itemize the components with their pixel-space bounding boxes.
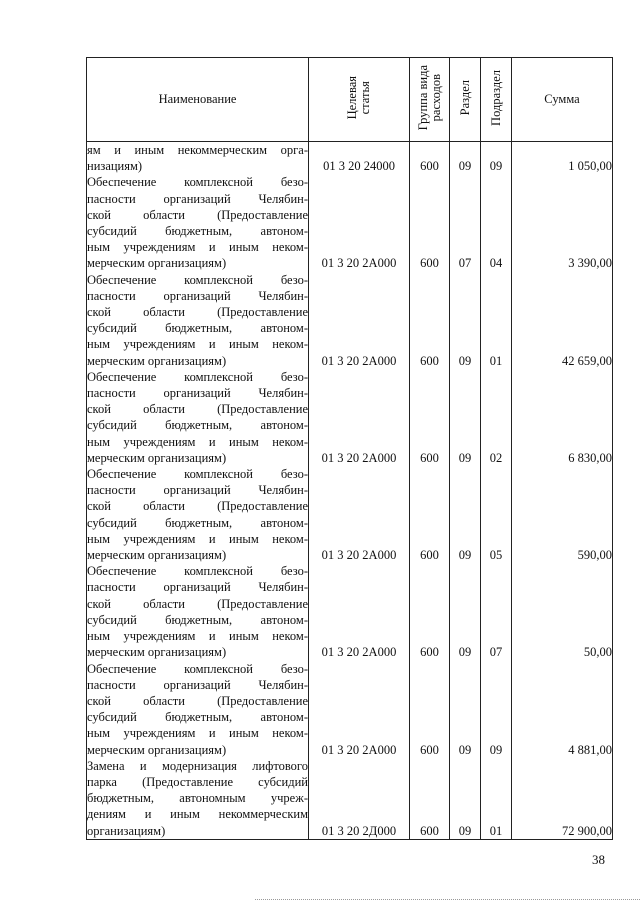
row-expense-group: 600 (410, 563, 450, 660)
row-expense-group: 600 (410, 174, 450, 271)
row-name-line: субсидий бюджетным, автоном- (87, 515, 308, 530)
row-target-article: 01 3 20 2А000 (309, 272, 410, 369)
row-expense-group: 600 (410, 272, 450, 369)
row-name-line: субсидий бюджетным, автоном- (87, 612, 308, 627)
table-row (87, 369, 613, 466)
row-name-line: пасности организаций Челябин- (87, 580, 308, 595)
row-name-line: Обеспечение комплексной безо- (87, 564, 308, 579)
row-name-line: мерческим организациям) (87, 548, 227, 563)
row-name-line: мерческим организациям) (87, 645, 227, 660)
row-subsection: 02 (481, 369, 512, 466)
row-amount: 4 881,00 (512, 661, 613, 758)
row-name-line: ской области (Предоставление (87, 499, 308, 514)
table-row (87, 142, 613, 175)
row-name-line: мерческим организациям) (87, 450, 227, 465)
row-name-line: субсидий бюджетным, автоном- (87, 710, 308, 725)
row-name (87, 563, 309, 660)
row-section: 09 (450, 758, 481, 840)
row-expense-group: 600 (410, 758, 450, 840)
row-name-line: ской области (Предоставление (87, 305, 308, 320)
row-section: 09 (450, 661, 481, 758)
row-name (87, 466, 309, 563)
row-name-line: пасности организаций Челябин- (87, 191, 308, 206)
row-name-line: ным учреждениям и иным неком- (87, 531, 308, 546)
row-subsection: 09 (481, 661, 512, 758)
row-name (87, 174, 309, 271)
row-name (87, 758, 309, 840)
table-row (87, 174, 613, 271)
header-expense-group: Группа вида расходов (410, 58, 450, 142)
row-name-line: дениям и иным некоммерческим (87, 807, 308, 822)
row-subsection: 04 (481, 174, 512, 271)
row-amount: 3 390,00 (512, 174, 613, 271)
row-name-line: пасности организаций Челябин- (87, 386, 308, 401)
table-row (87, 661, 613, 758)
table-row (87, 272, 613, 369)
row-section: 07 (450, 174, 481, 271)
table-row (87, 466, 613, 563)
row-amount: 72 900,00 (512, 758, 613, 840)
row-name-line: Обеспечение комплексной безо- (87, 661, 308, 676)
row-name-line: ской области (Предоставление (87, 402, 308, 417)
row-name-line: ям и иным некоммерческим орга- (87, 143, 308, 157)
row-target-article: 01 3 20 2А000 (309, 466, 410, 563)
row-name-line: бюджетным, автономным учреж- (87, 791, 308, 806)
row-name-line: ным учреждениям и иным неком- (87, 434, 308, 449)
page-number: 38 (592, 852, 605, 867)
row-amount: 50,00 (512, 563, 613, 660)
scan-edge-line (255, 899, 640, 901)
row-section: 09 (450, 369, 481, 466)
row-amount: 6 830,00 (512, 369, 613, 466)
row-name-line: ской области (Предоставление (87, 207, 308, 222)
row-name-line: субсидий бюджетным, автоном- (87, 418, 308, 433)
row-name-line: субсидий бюджетным, автоном- (87, 224, 308, 239)
row-target-article: 01 3 20 2А000 (309, 661, 410, 758)
row-name-line: мерческим организациям) (87, 353, 227, 368)
row-amount: 42 659,00 (512, 272, 613, 369)
row-name-line: субсидий бюджетным, автоном- (87, 321, 308, 336)
table-row (87, 758, 613, 840)
row-target-article: 01 3 20 2Д000 (309, 758, 410, 840)
row-section: 09 (450, 466, 481, 563)
row-name-line: Замена и модернизация лифтового (87, 758, 308, 773)
row-name-line: пасности организаций Челябин- (87, 288, 308, 303)
header-amount: Сумма (512, 58, 613, 142)
header-name: Наименование (87, 58, 309, 142)
row-expense-group: 600 (410, 661, 450, 758)
row-section: 09 (450, 142, 481, 175)
row-expense-group: 600 (410, 369, 450, 466)
row-target-article: 01 3 20 2А000 (309, 563, 410, 660)
row-name-line: ным учреждениям и иным неком- (87, 337, 308, 352)
row-name-line: Обеспечение комплексной безо- (87, 467, 308, 482)
row-name-line: мерческим организациям) (87, 742, 227, 757)
row-name-line: парка (Предоставление субсидий (87, 774, 308, 789)
row-name-line: ской области (Предоставление (87, 693, 308, 708)
header-target-article: Целевая статья (309, 58, 410, 142)
row-name (87, 661, 309, 758)
row-name-line: ской области (Предоставление (87, 596, 308, 611)
row-name-line: пасности организаций Челябин- (87, 483, 308, 498)
row-section: 09 (450, 563, 481, 660)
row-name (87, 272, 309, 369)
row-expense-group: 600 (410, 466, 450, 563)
row-target-article: 01 3 20 24000 (309, 142, 410, 175)
row-name-line: низациям) (87, 159, 143, 174)
budget-table (86, 57, 613, 840)
row-name (87, 369, 309, 466)
table-header-row (87, 58, 613, 142)
row-name-line: ным учреждениям и иным неком- (87, 629, 308, 644)
row-subsection: 09 (481, 142, 512, 175)
row-subsection: 01 (481, 272, 512, 369)
header-section: Раздел (450, 58, 481, 142)
row-name-line: организациям) (87, 823, 166, 838)
row-amount: 590,00 (512, 466, 613, 563)
row-subsection: 05 (481, 466, 512, 563)
row-section: 09 (450, 272, 481, 369)
row-name-line: ным учреждениям и иным неком- (87, 240, 308, 255)
row-target-article: 01 3 20 2А000 (309, 369, 410, 466)
row-name (87, 142, 309, 175)
row-name-line: Обеспечение комплексной безо- (87, 272, 308, 287)
row-name-line: Обеспечение комплексной безо- (87, 369, 308, 384)
row-name-line: Обеспечение комплексной безо- (87, 175, 308, 190)
row-name-line: мерческим организациям) (87, 256, 227, 271)
table-row (87, 563, 613, 660)
row-expense-group: 600 (410, 142, 450, 175)
row-subsection: 07 (481, 563, 512, 660)
row-name-line: ным учреждениям и иным неком- (87, 726, 308, 741)
table-body (87, 142, 613, 840)
row-name-line: пасности организаций Челябин- (87, 677, 308, 692)
header-subsection: Подраздел (481, 58, 512, 142)
row-subsection: 01 (481, 758, 512, 840)
row-target-article: 01 3 20 2А000 (309, 174, 410, 271)
row-amount: 1 050,00 (512, 142, 613, 175)
